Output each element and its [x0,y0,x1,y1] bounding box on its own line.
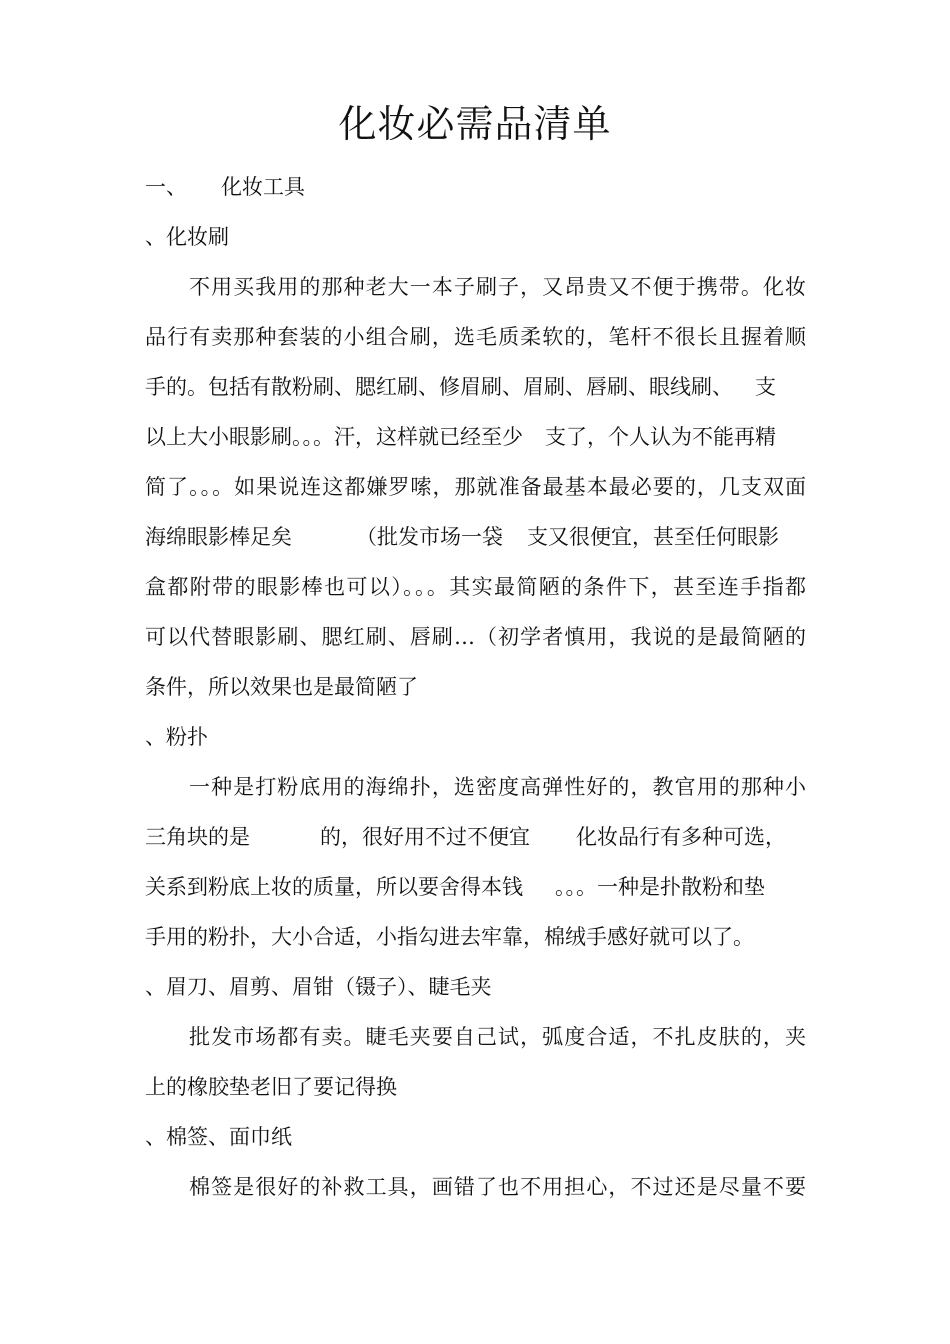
paragraph-line: 简了。。。如果说连这都嫌罗嗦，那就准备最基本最必要的，几支双面 [145,475,806,499]
section-title: 化妆工具 [221,175,305,199]
paragraph-line: 以上大小眼影刷。。。汗，这样就已经至少 支了，个人认为不能再精 [145,425,776,449]
paragraph-line: 手的。包括有散粉刷、腮红刷、修眉刷、眉刷、唇刷、眼线刷、 支 [145,375,776,399]
paragraph-line: 上的橡胶垫老旧了要记得换 [145,1075,397,1099]
item-heading-brow: 、眉刀、眉剪、眉钳（镊子）、睫毛夹 [145,975,492,999]
item-heading-puff: 、粉扑 [145,725,208,749]
paragraph-line: 棉签是很好的补救工具，画错了也不用担心，不过还是尽量不要 [189,1175,806,1199]
document-title: 化妆必需品清单 [338,102,612,146]
paragraph-line: 不用买我用的那种老大一本子刷子，又昂贵又不便于携带。化妆 [189,275,806,299]
paragraph-line: 品行有卖那种套装的小组合刷，选毛质柔软的，笔杆不很长且握着顺 [145,325,806,349]
section-number: 一、 [145,175,187,199]
paragraph-line: 可以代替眼影刷、腮红刷、唇刷…（初学者慎用，我说的是最简陋的 [145,625,806,649]
item-heading-brush: 、化妆刷 [145,225,229,249]
paragraph-line: 手用的粉扑，大小合适，小指勾进去牢靠，棉绒手感好就可以了。 [145,925,754,949]
paragraph-line: 海绵眼影棒足矣 （批发市场一袋 支又很便宜，甚至任何眼影 [145,525,779,549]
paragraph-line: 一种是打粉底用的海绵扑，选密度高弹性好的，教官用的那种小 [189,775,806,799]
paragraph-line: 盒都附带的眼影棒也可以）。。。其实最简陋的条件下，甚至连手指都 [145,575,806,599]
section-heading [145,172,305,202]
paragraph-line: 三角块的是 的，很好用不过不便宜 化妆品行有多种可选， [145,825,786,849]
item-heading-cotton: 、棉签、面巾纸 [145,1125,292,1149]
paragraph-line: 关系到粉底上妆的质量，所以要舍得本钱 。。。一种是扑散粉和垫 [145,875,765,899]
paragraph-line: 条件，所以效果也是最简陋了 [145,675,418,699]
paragraph-line: 批发市场都有卖。睫毛夹要自己试，弧度合适，不扎皮肤的，夹 [189,1025,806,1049]
